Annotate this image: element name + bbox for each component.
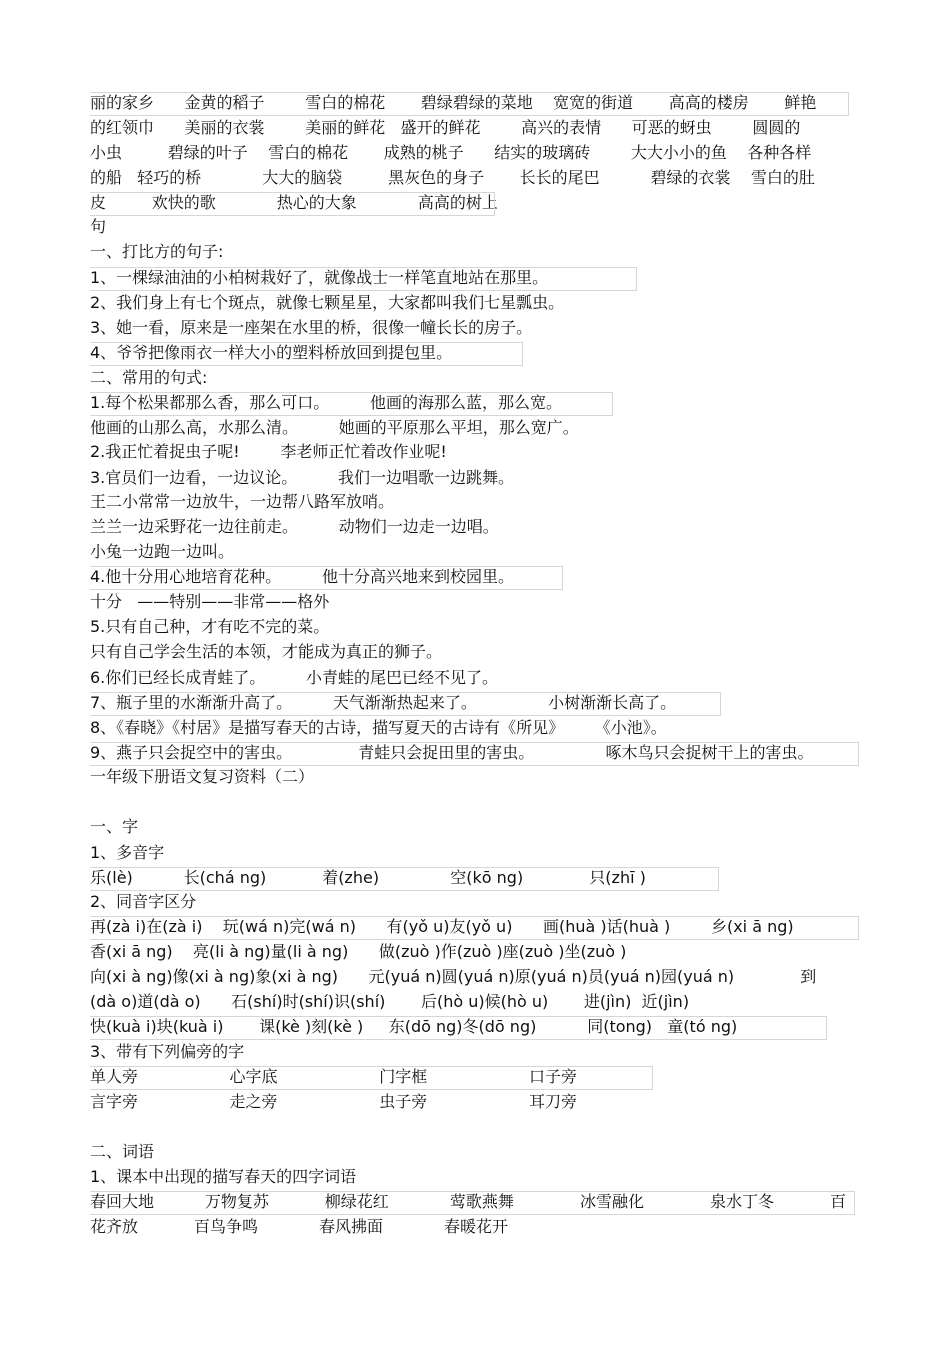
pattern-line-4: 3.官员们一边看，一边议论。 我们一边唱歌一边跳舞。 bbox=[90, 468, 514, 487]
subheading-simile: 一、打比方的句子: bbox=[90, 242, 224, 261]
subheading-patterns: 二、常用的句式: bbox=[90, 368, 208, 387]
pattern-line-9: 十分 ——特别——非常——格外 bbox=[90, 592, 330, 611]
pattern-line-14: 8、《春晓》《村居》是描写春天的古诗，描写夏天的古诗有《所见》 《小池》。 bbox=[90, 718, 667, 737]
polyphone-line: 乐(lè) 长(chá ng) 着(zhe) 空(kō ng) 只(zhī ) bbox=[90, 868, 646, 887]
section-heading-words: 二、词语 bbox=[90, 1142, 155, 1161]
simile-sentence-4: 4、爷爷把像雨衣一样大小的塑料桥放回到提包里。 bbox=[90, 343, 453, 362]
word-list-line-4: 的船 轻巧的桥 大大的脑袋 黑灰色的身子 长长的尾巴 碧绿的衣裳 雪白的肚 bbox=[90, 168, 815, 187]
simile-sentence-3: 3、她一看，原来是一座架在水里的桥，很像一幢长长的房子。 bbox=[90, 318, 533, 337]
homophone-line-3: 向(xi à ng)像(xi à ng)象(xi à ng) 元(yuá n)圆(yuá n)原(yuá n)员(yuá n)园(yuá n) 到 bbox=[90, 967, 817, 986]
pattern-line-15: 9、燕子只会捉空中的害虫。 青蛙只会捉田里的害虫。 啄木鸟只会捉树干上的害虫。 bbox=[90, 743, 814, 762]
homophone-line-4: (dà o)道(dà o) 石(shí)时(shí)识(shí) 后(hò u)候(hò u) 进(jìn) 近(jìn) bbox=[90, 992, 690, 1011]
subheading-polyphones: 1、多音字 bbox=[90, 843, 165, 862]
pattern-line-3: 2.我正忙着捉虫子呢! 李老师正忙着改作业呢! bbox=[90, 442, 447, 461]
pattern-line-8: 4.他十分用心地培育花种。 他十分高兴地来到校园里。 bbox=[90, 567, 514, 586]
radical-line-1: 单人旁 心字底 门字框 口子旁 bbox=[90, 1067, 577, 1086]
subheading-spring-idioms: 1、课本中出现的描写春天的四字词语 bbox=[90, 1167, 357, 1186]
pattern-line-6: 兰兰一边采野花一边往前走。 动物们一边走一边唱。 bbox=[90, 517, 499, 536]
idiom-line-1: 春回大地 万物复苏 柳绿花红 莺歌燕舞 冰雪融化 泉水丁冬 百 bbox=[90, 1192, 847, 1211]
homophone-line-2: 香(xi ā ng) 亮(li à ng)量(li à ng) 做(zuò )作(zuò )座(zuò )坐(zuò ) bbox=[90, 942, 627, 961]
section-heading-sentences: 句 bbox=[90, 217, 107, 236]
idiom-line-2: 花齐放 百鸟争鸣 春风拂面 春暖花开 bbox=[90, 1217, 509, 1236]
pattern-line-1: 1.每个松果都那么香，那么可口。 他画的海那么蓝，那么宽。 bbox=[90, 393, 562, 412]
radical-line-2: 言字旁 走之旁 虫子旁 耳刀旁 bbox=[90, 1092, 577, 1111]
word-list-line-3: 小虫 碧绿的叶子 雪白的棉花 成熟的桃子 结实的玻璃砖 大大小小的鱼 各种各样 bbox=[90, 143, 812, 162]
section-heading-characters: 一、字 bbox=[90, 817, 139, 836]
pattern-line-11: 只有自己学会生活的本领，才能成为真正的狮子。 bbox=[90, 642, 443, 661]
pattern-line-5: 王二小常常一边放牛，一边帮八路军放哨。 bbox=[90, 492, 395, 511]
pattern-line-7: 小兔一边跑一边叫。 bbox=[90, 542, 235, 561]
pattern-line-2: 他画的山那么高，水那么清。 她画的平原那么平坦，那么宽广。 bbox=[90, 418, 579, 437]
pattern-line-13: 7、瓶子里的水渐渐升高了。 天气渐渐热起来了。 小树渐渐长高了。 bbox=[90, 693, 677, 712]
word-list-line-1: 丽的家乡 金黄的稻子 雪白的棉花 碧绿碧绿的菜地 宽宽的街道 高高的楼房 鲜艳 bbox=[90, 93, 817, 112]
word-list-line-2: 的红领巾 美丽的衣裳 美丽的鲜花 盛开的鲜花 高兴的表情 可恶的蚜虫 圆圆的 bbox=[90, 118, 801, 137]
part-two-title: 一年级下册语文复习资料（二） bbox=[90, 767, 315, 786]
homophone-line-1: 再(zà i)在(zà i) 玩(wá n)完(wá n) 有(yǒ u)友(yǒ u) 画(huà )话(huà ) 乡(xi ā ng) bbox=[90, 917, 794, 936]
pattern-line-12: 6.你们已经长成青蛙了。 小青蛙的尾巴已经不见了。 bbox=[90, 668, 498, 687]
pattern-line-10: 5.只有自己种，才有吃不完的菜。 bbox=[90, 617, 330, 636]
subheading-homophones: 2、同音字区分 bbox=[90, 892, 197, 911]
word-list-line-5: 皮 欢快的歌 热心的大象 高高的树上 bbox=[90, 193, 498, 212]
subheading-radicals: 3、带有下列偏旁的字 bbox=[90, 1042, 245, 1061]
homophone-line-5: 快(kuà i)块(kuà i) 课(kè )刻(kè ) 东(dō ng)冬(dō ng) 同(tong) 童(tó ng) bbox=[90, 1017, 738, 1036]
simile-sentence-1: 1、一棵绿油油的小柏树栽好了，就像战士一样笔直地站在那里。 bbox=[90, 268, 549, 287]
simile-sentence-2: 2、我们身上有七个斑点，就像七颗星星，大家都叫我们七星瓢虫。 bbox=[90, 293, 565, 312]
